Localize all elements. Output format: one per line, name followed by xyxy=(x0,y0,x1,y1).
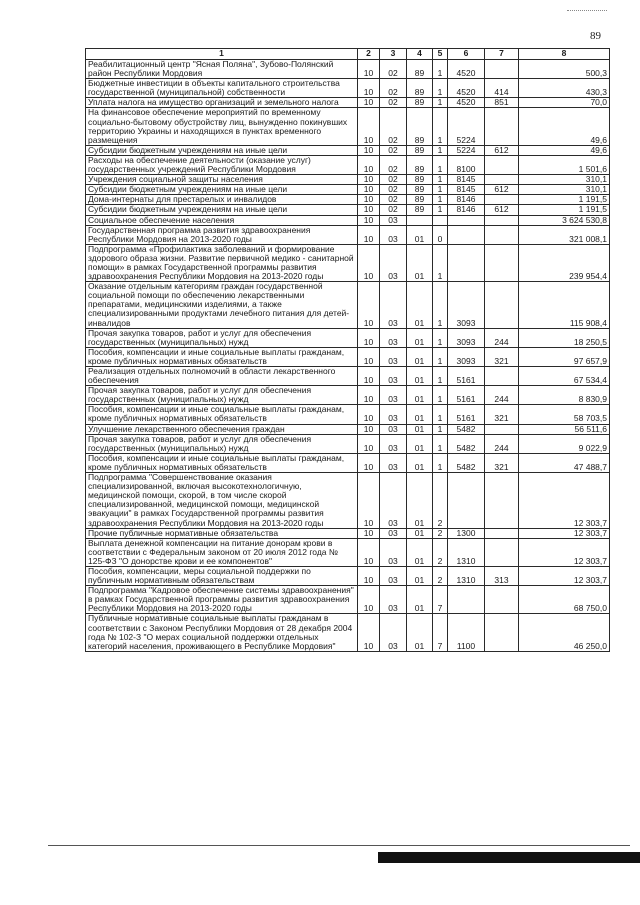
row-amount-cell: 12 303,7 xyxy=(519,528,610,538)
row-section-cell: 10 xyxy=(358,145,380,155)
table-row xyxy=(86,586,610,614)
table-row xyxy=(86,528,610,538)
table-row xyxy=(86,175,610,185)
row-expense-type-cell xyxy=(485,108,519,145)
table-row xyxy=(86,328,610,347)
table-row xyxy=(86,367,610,386)
row-subprogram-cell: 1 xyxy=(433,244,448,281)
row-subprogram-cell: 2 xyxy=(433,538,448,566)
row-section-cell: 10 xyxy=(358,282,380,328)
row-section-cell: 10 xyxy=(358,528,380,538)
row-name-cell: Улучшение лекарственного обеспечения граждан xyxy=(86,424,358,434)
row-expense-type-cell: 612 xyxy=(485,205,519,215)
row-name-cell: Прочая закупка товаров, работ и услуг для обеспечения государственных (муниципальных) нужд xyxy=(86,434,358,453)
row-direction-cell: 8100 xyxy=(448,155,485,174)
row-name-cell: Пособия, компенсации, меры социальной поддержки по публичным нормативным обязательствам xyxy=(86,566,358,585)
row-name-cell: Прочие публичные нормативные обязательства xyxy=(86,528,358,538)
row-section-cell: 10 xyxy=(358,195,380,205)
row-amount-cell: 47 488,7 xyxy=(519,453,610,472)
row-subsection-cell: 03 xyxy=(380,215,407,225)
row-program-cell: 01 xyxy=(407,434,433,453)
table-row xyxy=(86,60,610,79)
row-program-cell: 89 xyxy=(407,98,433,108)
row-name-cell: Реализация отдельных полномочий в области лекарственного обеспечения xyxy=(86,367,358,386)
row-expense-type-cell: 244 xyxy=(485,386,519,405)
row-name-cell: Уплата налога на имущество организаций и земельного налога xyxy=(86,98,358,108)
table-row xyxy=(86,473,610,529)
row-direction-cell: 8145 xyxy=(448,185,485,195)
row-amount-cell: 9 022,9 xyxy=(519,434,610,453)
row-subsection-cell: 03 xyxy=(380,434,407,453)
row-amount-cell: 310,1 xyxy=(519,185,610,195)
row-direction-cell: 5161 xyxy=(448,405,485,424)
table-row xyxy=(86,205,610,215)
row-name-cell: Оказание отдельным категориям граждан государственной социальной помощи по обеспечению лекарственными препаратами, медицинскими изделиями, а также специализированными продуктами лечебного питания для детей-инвалидов xyxy=(86,282,358,328)
row-direction-cell: 5482 xyxy=(448,424,485,434)
row-name-cell: Субсидии бюджетным учреждениям на иные цели xyxy=(86,145,358,155)
table-row xyxy=(86,614,610,651)
row-subprogram-cell: 1 xyxy=(433,453,448,472)
row-amount-cell: 430,3 xyxy=(519,79,610,98)
row-amount-cell: 49,6 xyxy=(519,145,610,155)
row-expense-type-cell xyxy=(485,244,519,281)
row-direction-cell: 8146 xyxy=(448,195,485,205)
row-program-cell: 01 xyxy=(407,244,433,281)
row-expense-type-cell xyxy=(485,195,519,205)
row-expense-type-cell xyxy=(485,614,519,651)
table-row xyxy=(86,98,610,108)
row-subprogram-cell: 1 xyxy=(433,434,448,453)
budget-table xyxy=(85,48,610,652)
row-direction-cell xyxy=(448,244,485,281)
row-program-cell: 89 xyxy=(407,60,433,79)
header-col-3: 3 xyxy=(380,49,407,60)
row-name-cell: Расходы на обеспечение деятельности (оказание услуг) государственных учреждений Республики Мордовия xyxy=(86,155,358,174)
row-amount-cell: 1 191,5 xyxy=(519,195,610,205)
row-program-cell: 01 xyxy=(407,282,433,328)
row-expense-type-cell xyxy=(485,155,519,174)
row-name-cell: Дома-интернаты для престарелых и инвалидов xyxy=(86,195,358,205)
row-direction-cell: 4520 xyxy=(448,60,485,79)
row-section-cell: 10 xyxy=(358,424,380,434)
table-row xyxy=(86,108,610,145)
row-expense-type-cell: 612 xyxy=(485,185,519,195)
row-section-cell: 10 xyxy=(358,244,380,281)
row-section-cell: 10 xyxy=(358,386,380,405)
row-subsection-cell: 02 xyxy=(380,145,407,155)
row-section-cell: 10 xyxy=(358,566,380,585)
row-program-cell: 01 xyxy=(407,586,433,614)
row-section-cell: 10 xyxy=(358,538,380,566)
table-row xyxy=(86,386,610,405)
row-name-cell: Субсидии бюджетным учреждениям на иные цели xyxy=(86,205,358,215)
row-expense-type-cell xyxy=(485,367,519,386)
row-program-cell: 01 xyxy=(407,473,433,529)
row-program-cell: 01 xyxy=(407,225,433,244)
row-direction-cell: 5224 xyxy=(448,145,485,155)
row-amount-cell: 8 830,9 xyxy=(519,386,610,405)
row-subsection-cell: 02 xyxy=(380,175,407,185)
row-program-cell: 89 xyxy=(407,175,433,185)
row-subsection-cell: 03 xyxy=(380,367,407,386)
row-amount-cell: 310,1 xyxy=(519,175,610,185)
row-section-cell: 10 xyxy=(358,215,380,225)
row-expense-type-cell: 244 xyxy=(485,434,519,453)
row-subprogram-cell: 1 xyxy=(433,405,448,424)
row-amount-cell: 18 250,5 xyxy=(519,328,610,347)
row-subprogram-cell: 1 xyxy=(433,328,448,347)
row-name-cell: На финансовое обеспечение мероприятий по временному социально-бытовому обустройству лиц, вынужденно покинувших территорию Украины и находящихся в пунктах временного размещения xyxy=(86,108,358,145)
row-name-cell: Пособия, компенсации и иные социальные выплаты гражданам, кроме публичных нормативных обязательств xyxy=(86,347,358,366)
row-subsection-cell: 03 xyxy=(380,453,407,472)
row-subprogram-cell: 1 xyxy=(433,424,448,434)
row-subprogram-cell: 1 xyxy=(433,145,448,155)
row-section-cell: 10 xyxy=(358,185,380,195)
table-row xyxy=(86,405,610,424)
row-subprogram-cell: 1 xyxy=(433,195,448,205)
table-row xyxy=(86,566,610,585)
row-expense-type-cell xyxy=(485,175,519,185)
row-name-cell: Пособия, компенсации и иные социальные выплаты гражданам, кроме публичных нормативных обязательств xyxy=(86,453,358,472)
row-direction-cell: 3093 xyxy=(448,282,485,328)
row-amount-cell: 12 303,7 xyxy=(519,566,610,585)
row-subsection-cell: 02 xyxy=(380,79,407,98)
row-expense-type-cell: 414 xyxy=(485,79,519,98)
row-name-cell: Подпрограмма "Кадровое обеспечение системы здравоохранения" в рамках Государственной программы развития здравоохранения Республики Мордовия на 2013-2020 годы xyxy=(86,586,358,614)
row-program-cell: 01 xyxy=(407,453,433,472)
table-row xyxy=(86,155,610,174)
row-section-cell: 10 xyxy=(358,614,380,651)
row-section-cell: 10 xyxy=(358,79,380,98)
row-subprogram-cell: 1 xyxy=(433,347,448,366)
row-subsection-cell: 03 xyxy=(380,244,407,281)
row-section-cell: 10 xyxy=(358,175,380,185)
table-row xyxy=(86,195,610,205)
row-subsection-cell: 03 xyxy=(380,614,407,651)
row-amount-cell: 321 008,1 xyxy=(519,225,610,244)
row-subsection-cell: 02 xyxy=(380,155,407,174)
header-col-7: 7 xyxy=(485,49,519,60)
row-direction-cell: 5161 xyxy=(448,367,485,386)
row-subprogram-cell: 2 xyxy=(433,473,448,529)
row-amount-cell: 46 250,0 xyxy=(519,614,610,651)
header-col-2: 2 xyxy=(358,49,380,60)
header-col-4: 4 xyxy=(407,49,433,60)
row-direction-cell xyxy=(448,215,485,225)
header-col-5: 5 xyxy=(433,49,448,60)
scan-artifact-mark xyxy=(567,10,607,13)
table-row xyxy=(86,347,610,366)
row-direction-cell xyxy=(448,473,485,529)
row-amount-cell: 239 954,4 xyxy=(519,244,610,281)
row-subprogram-cell: 1 xyxy=(433,386,448,405)
row-direction-cell: 1310 xyxy=(448,566,485,585)
table-row xyxy=(86,79,610,98)
row-direction-cell: 1100 xyxy=(448,614,485,651)
row-amount-cell: 58 703,5 xyxy=(519,405,610,424)
row-name-cell: Социальное обеспечение населения xyxy=(86,215,358,225)
row-amount-cell: 115 908,4 xyxy=(519,282,610,328)
row-subprogram-cell: 1 xyxy=(433,98,448,108)
table-row xyxy=(86,215,610,225)
row-direction-cell: 5482 xyxy=(448,453,485,472)
row-subsection-cell: 03 xyxy=(380,566,407,585)
row-subprogram-cell: 1 xyxy=(433,185,448,195)
row-subprogram-cell: 1 xyxy=(433,155,448,174)
row-expense-type-cell: 244 xyxy=(485,328,519,347)
row-expense-type-cell: 313 xyxy=(485,566,519,585)
row-expense-type-cell xyxy=(485,538,519,566)
row-amount-cell: 97 657,9 xyxy=(519,347,610,366)
row-direction-cell: 8146 xyxy=(448,205,485,215)
row-program-cell xyxy=(407,215,433,225)
row-program-cell: 89 xyxy=(407,108,433,145)
row-expense-type-cell xyxy=(485,424,519,434)
row-expense-type-cell: 321 xyxy=(485,347,519,366)
table-row xyxy=(86,282,610,328)
row-subprogram-cell: 1 xyxy=(433,175,448,185)
row-section-cell: 10 xyxy=(358,328,380,347)
row-subsection-cell: 03 xyxy=(380,586,407,614)
scan-artifact-bar xyxy=(378,852,640,863)
row-direction-cell: 4520 xyxy=(448,79,485,98)
row-expense-type-cell xyxy=(485,60,519,79)
row-direction-cell: 4520 xyxy=(448,98,485,108)
row-subsection-cell: 03 xyxy=(380,405,407,424)
table-row xyxy=(86,225,610,244)
row-subprogram-cell: 1 xyxy=(433,282,448,328)
row-direction-cell: 5482 xyxy=(448,434,485,453)
row-section-cell: 10 xyxy=(358,60,380,79)
row-expense-type-cell xyxy=(485,473,519,529)
row-section-cell: 10 xyxy=(358,434,380,453)
row-subprogram-cell: 7 xyxy=(433,614,448,651)
row-section-cell: 10 xyxy=(358,108,380,145)
table-row xyxy=(86,538,610,566)
row-amount-cell: 3 624 530,8 xyxy=(519,215,610,225)
row-program-cell: 01 xyxy=(407,386,433,405)
row-program-cell: 01 xyxy=(407,614,433,651)
row-subprogram-cell: 2 xyxy=(433,566,448,585)
row-section-cell: 10 xyxy=(358,225,380,244)
row-expense-type-cell: 321 xyxy=(485,405,519,424)
table-body xyxy=(86,60,610,652)
row-subsection-cell: 03 xyxy=(380,528,407,538)
row-name-cell: Бюджетные инвестиции в объекты капитального строительства государственной (муниципальной) собственности xyxy=(86,79,358,98)
row-name-cell: Прочая закупка товаров, работ и услуг для обеспечения государственных (муниципальных) нужд xyxy=(86,386,358,405)
row-name-cell: Государственная программа развития здравоохранения Республики Мордовия на 2013-2020 годы xyxy=(86,225,358,244)
table-row xyxy=(86,145,610,155)
row-subsection-cell: 03 xyxy=(380,225,407,244)
row-direction-cell: 3093 xyxy=(448,347,485,366)
row-program-cell: 01 xyxy=(407,566,433,585)
row-section-cell: 10 xyxy=(358,205,380,215)
row-direction-cell: 1300 xyxy=(448,528,485,538)
table-row xyxy=(86,424,610,434)
row-expense-type-cell xyxy=(485,586,519,614)
row-amount-cell: 68 750,0 xyxy=(519,586,610,614)
row-name-cell: Публичные нормативные социальные выплаты гражданам в соответствии с Законом Республики Мордовия от 28 декабря 2004 года № 102-З "О мерах социальной поддержки отдельных категорий населения, проживающего в Республике Мордовия" xyxy=(86,614,358,651)
row-program-cell: 89 xyxy=(407,79,433,98)
row-subprogram-cell: 2 xyxy=(433,528,448,538)
row-program-cell: 01 xyxy=(407,528,433,538)
table-header-row xyxy=(86,49,610,60)
row-subprogram-cell xyxy=(433,215,448,225)
row-expense-type-cell xyxy=(485,215,519,225)
row-subsection-cell: 03 xyxy=(380,473,407,529)
row-direction-cell xyxy=(448,586,485,614)
row-expense-type-cell xyxy=(485,225,519,244)
row-subsection-cell: 03 xyxy=(380,347,407,366)
row-subprogram-cell: 1 xyxy=(433,60,448,79)
row-amount-cell: 500,3 xyxy=(519,60,610,79)
row-subsection-cell: 03 xyxy=(380,328,407,347)
row-direction-cell: 1310 xyxy=(448,538,485,566)
row-program-cell: 89 xyxy=(407,205,433,215)
row-subprogram-cell: 7 xyxy=(433,586,448,614)
row-section-cell: 10 xyxy=(358,98,380,108)
row-subsection-cell: 02 xyxy=(380,98,407,108)
table-row xyxy=(86,185,610,195)
row-program-cell: 01 xyxy=(407,424,433,434)
row-amount-cell: 67 534,4 xyxy=(519,367,610,386)
row-program-cell: 01 xyxy=(407,347,433,366)
page-number: 89 xyxy=(590,30,601,42)
row-subsection-cell: 03 xyxy=(380,538,407,566)
row-amount-cell: 56 511,6 xyxy=(519,424,610,434)
row-direction-cell xyxy=(448,225,485,244)
row-program-cell: 01 xyxy=(407,538,433,566)
row-program-cell: 01 xyxy=(407,405,433,424)
row-direction-cell: 3093 xyxy=(448,328,485,347)
table-row xyxy=(86,453,610,472)
row-section-cell: 10 xyxy=(358,347,380,366)
row-program-cell: 01 xyxy=(407,328,433,347)
row-name-cell: Учреждения социальной защиты населения xyxy=(86,175,358,185)
row-direction-cell: 5161 xyxy=(448,386,485,405)
row-subsection-cell: 03 xyxy=(380,386,407,405)
row-section-cell: 10 xyxy=(358,155,380,174)
row-subsection-cell: 03 xyxy=(380,424,407,434)
row-name-cell: Прочая закупка товаров, работ и услуг для обеспечения государственных (муниципальных) нужд xyxy=(86,328,358,347)
row-amount-cell: 1 191,5 xyxy=(519,205,610,215)
row-program-cell: 89 xyxy=(407,195,433,205)
row-program-cell: 89 xyxy=(407,145,433,155)
row-subsection-cell: 02 xyxy=(380,195,407,205)
row-expense-type-cell xyxy=(485,528,519,538)
row-name-cell: Выплата денежной компенсации на питание донорам крови в соответствии с Федеральным законом от 20 июля 2012 года № 125-ФЗ "О донорстве крови и ее компонентов" xyxy=(86,538,358,566)
row-expense-type-cell xyxy=(485,282,519,328)
row-section-cell: 10 xyxy=(358,405,380,424)
row-amount-cell: 70,0 xyxy=(519,98,610,108)
row-section-cell: 10 xyxy=(358,586,380,614)
row-subsection-cell: 03 xyxy=(380,282,407,328)
row-subsection-cell: 02 xyxy=(380,205,407,215)
row-subprogram-cell: 1 xyxy=(433,367,448,386)
header-col-8: 8 xyxy=(519,49,610,60)
row-section-cell: 10 xyxy=(358,473,380,529)
header-col-6: 6 xyxy=(448,49,485,60)
row-name-cell: Субсидии бюджетным учреждениям на иные цели xyxy=(86,185,358,195)
row-section-cell: 10 xyxy=(358,367,380,386)
table-row xyxy=(86,244,610,281)
row-name-cell: Подпрограмма «Профилактика заболеваний и формирование здорового образа жизни. Развитие первичной медико - санитарной помощи» в рамках Государственной программы развития здравоохранения Республики Мордовия на 2013-2020 годы xyxy=(86,244,358,281)
row-subprogram-cell: 1 xyxy=(433,79,448,98)
row-subsection-cell: 02 xyxy=(380,60,407,79)
row-program-cell: 89 xyxy=(407,155,433,174)
row-subprogram-cell: 1 xyxy=(433,205,448,215)
row-expense-type-cell: 321 xyxy=(485,453,519,472)
row-amount-cell: 12 303,7 xyxy=(519,473,610,529)
row-expense-type-cell: 612 xyxy=(485,145,519,155)
row-name-cell: Реабилитационный центр "Ясная Поляна", Зубово-Полянский район Республики Мордовия xyxy=(86,60,358,79)
row-subsection-cell: 02 xyxy=(380,108,407,145)
row-subprogram-cell: 0 xyxy=(433,225,448,244)
row-subprogram-cell: 1 xyxy=(433,108,448,145)
footer-rule xyxy=(48,845,630,846)
row-expense-type-cell: 851 xyxy=(485,98,519,108)
row-amount-cell: 49,6 xyxy=(519,108,610,145)
row-direction-cell: 5224 xyxy=(448,108,485,145)
row-name-cell: Подпрограмма "Совершенствование оказания специализированной, включая высокотехнологичную, медицинской помощи, скорой, в том числе скорой специализированной, медицинской помощи, медицинской эвакуации" в рамках Государственной программы развития здравоохранения Республики Мордовия на 2013-2020 годы xyxy=(86,473,358,529)
row-program-cell: 89 xyxy=(407,185,433,195)
header-col-1: 1 xyxy=(86,49,358,60)
row-subsection-cell: 02 xyxy=(380,185,407,195)
row-section-cell: 10 xyxy=(358,453,380,472)
row-amount-cell: 12 303,7 xyxy=(519,538,610,566)
table-row xyxy=(86,434,610,453)
row-direction-cell: 8145 xyxy=(448,175,485,185)
row-program-cell: 01 xyxy=(407,367,433,386)
row-name-cell: Пособия, компенсации и иные социальные выплаты гражданам, кроме публичных нормативных обязательств xyxy=(86,405,358,424)
row-amount-cell: 1 501,6 xyxy=(519,155,610,174)
